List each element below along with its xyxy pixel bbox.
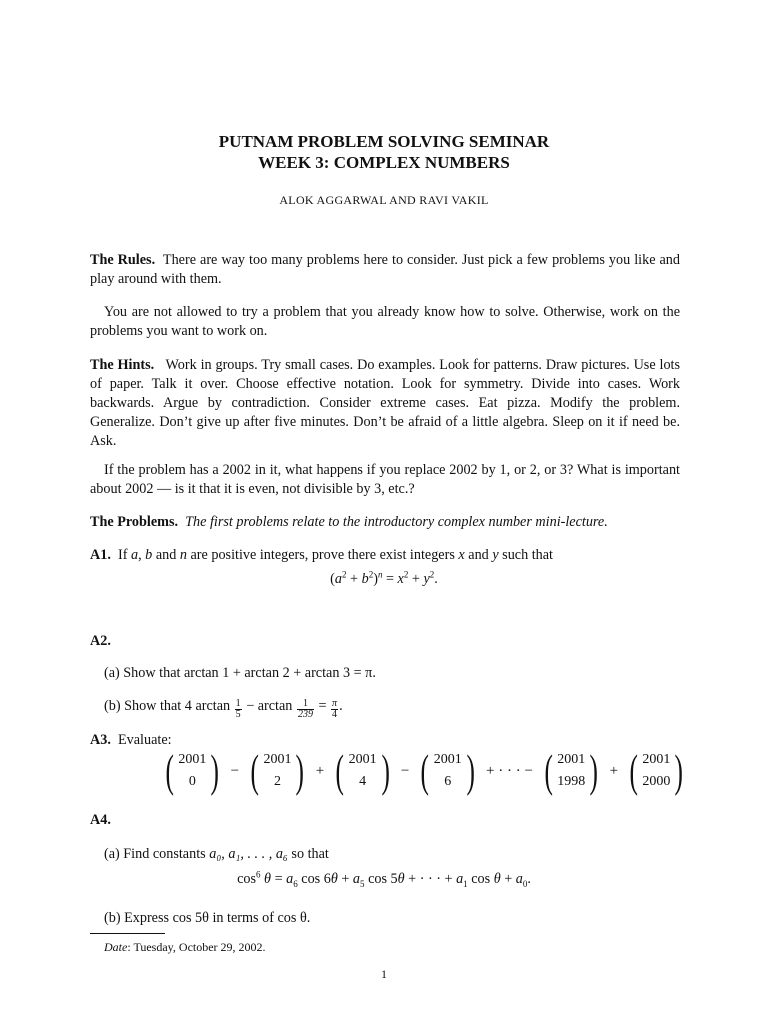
- a1-text-2: are positive integers, prove there exist integers: [190, 547, 455, 563]
- a1-and-2: and: [468, 547, 489, 563]
- op-plus-dots-minus: + · · · −: [486, 762, 533, 779]
- a1-comma: ,: [138, 547, 142, 563]
- a2b-mid: − arctan: [246, 698, 293, 714]
- op-plus-2: +: [609, 762, 619, 779]
- hints-text: Work in groups. Try small cases. Do examples. Look for patterns. Draw pictures. Use lots of paper. Talk it over. Choose effective notation. Look for symmetry. Divide into cases. Work backwards. Argue by contradiction. Consider extreme cases. Eat pizza. Modify the problem. Generalize. Don’t give up after five minutes. Don’t be afraid of a little algebra. Sleep on it if need be. Ask.: [90, 357, 680, 449]
- problems-intro-text: The first problems relate to the introductory complex number mini-lecture.: [185, 514, 608, 530]
- a4-equation: $\cos^6 \theta = a_6$ $\cos 6\theta + a_5$ cos 5θ + · · · + $a_1$ $\cos \theta + a_0$.: [237, 869, 531, 889]
- rules-paragraph-2: You are not allowed to try a problem that you already know how to solve. Otherwise, work on the problems you want to work on.: [90, 304, 680, 339]
- a1-var-a: a: [130, 547, 139, 563]
- footnote-text: : Tuesday, October 29, 2002.: [127, 940, 266, 954]
- a4-part-b: [104, 909, 310, 928]
- problem-a2: [90, 632, 680, 651]
- problem-a4: [90, 811, 680, 830]
- op-minus-2: −: [400, 762, 410, 779]
- a1-equation: $(a^2 + b^2)^n = x^2 + y^2$.: [330, 569, 438, 587]
- problems-intro: [90, 513, 680, 532]
- fraction-one-239: $\frac{1}{239}$: [297, 698, 313, 720]
- a1-label: A1.: [90, 547, 111, 563]
- rules-text: There are way too many problems here to consider. Just pick a few problems you like and play around with them.: [90, 252, 680, 287]
- a2-part-b: [104, 697, 343, 720]
- a2b-pre: 4 arctan: [184, 698, 231, 714]
- a3-text: Evaluate:: [117, 732, 172, 748]
- a4-part-a: [104, 845, 329, 864]
- a4a-constants: a₀, a₁, . . . , a₆: [209, 846, 288, 862]
- op-plus-1: +: [315, 762, 325, 779]
- page-number: 1: [381, 967, 387, 981]
- a1-text-3: such that: [502, 547, 553, 563]
- rules-paragraph: [90, 251, 680, 289]
- problems-heading: The Problems.: [90, 514, 179, 530]
- a4a-text: (a) Find constants: [104, 846, 206, 862]
- title-line-1: PUTNAM PROBLEM SOLVING SEMINAR: [218, 132, 550, 151]
- fraction-pi-fourth: $\frac{\pi}{4}$: [332, 698, 338, 720]
- a4b-expression-1: cos 5θ: [172, 910, 209, 926]
- a2b-end: .: [339, 698, 343, 714]
- rules-heading: The Rules.: [90, 252, 156, 268]
- title-line-2: WEEK 3: COMPLEX NUMBERS: [258, 153, 510, 172]
- binomial-4: ( 2001 4 ): [335, 745, 390, 796]
- a1-text-1: If: [117, 547, 128, 563]
- fraction-one-fifth: $\frac{1}{5}$: [235, 698, 241, 720]
- a4b-text-2: in terms of: [212, 910, 274, 926]
- a2b-equals: =: [318, 698, 327, 714]
- a2b-label: (b) Show that: [104, 698, 182, 714]
- binomial-2000: ( 2001 2000 ): [629, 745, 684, 796]
- a1-var-y: y: [492, 547, 499, 563]
- footnote-rule: [90, 933, 165, 934]
- binomial-0: ( 2001 0 ): [165, 745, 220, 796]
- a1-and: and: [155, 547, 177, 563]
- authors: ALOK AGGARWAL AND RAVI VAKIL: [279, 193, 489, 207]
- a2a-expression: arctan 1 + arctan 2 + arctan 3 = π.: [184, 665, 376, 681]
- a4a-text-2: so that: [291, 846, 329, 862]
- op-minus-1: −: [230, 762, 240, 779]
- binomial-6: ( 2001 6 ): [420, 745, 475, 796]
- footnote: [104, 938, 266, 957]
- a4b-end: .: [306, 910, 311, 926]
- a1-var-b: b: [145, 547, 153, 563]
- a1-var-x: x: [458, 547, 465, 563]
- binomial-2: ( 2001 2 ): [250, 745, 305, 796]
- a2-label: A2.: [90, 633, 111, 649]
- hints-paragraph-2: If the problem has a 2002 in it, what happens if you replace 2002 by 1, or 2, or 3? What is important about 2002 — is it that it is even, not divisible by 3, etc.?: [90, 462, 680, 497]
- problem-a1: [90, 546, 680, 565]
- hints-paragraph: [90, 356, 680, 451]
- a4b-expression-2: cos θ: [277, 910, 307, 926]
- a2-part-a: [104, 664, 376, 683]
- a4b-text: (b) Express: [104, 910, 170, 926]
- footnote-label: Date: [104, 940, 128, 954]
- binomial-1998: ( 2001 1998 ): [544, 745, 599, 796]
- hints-heading: The Hints.: [90, 357, 155, 373]
- a3-label: A3.: [90, 732, 111, 748]
- document-title: [90, 131, 678, 173]
- a1-var-n: n: [179, 547, 187, 563]
- a3-binomial-sum: [162, 745, 687, 796]
- a2a-label: (a) Show that: [104, 665, 181, 681]
- a4-label: A4.: [90, 812, 111, 828]
